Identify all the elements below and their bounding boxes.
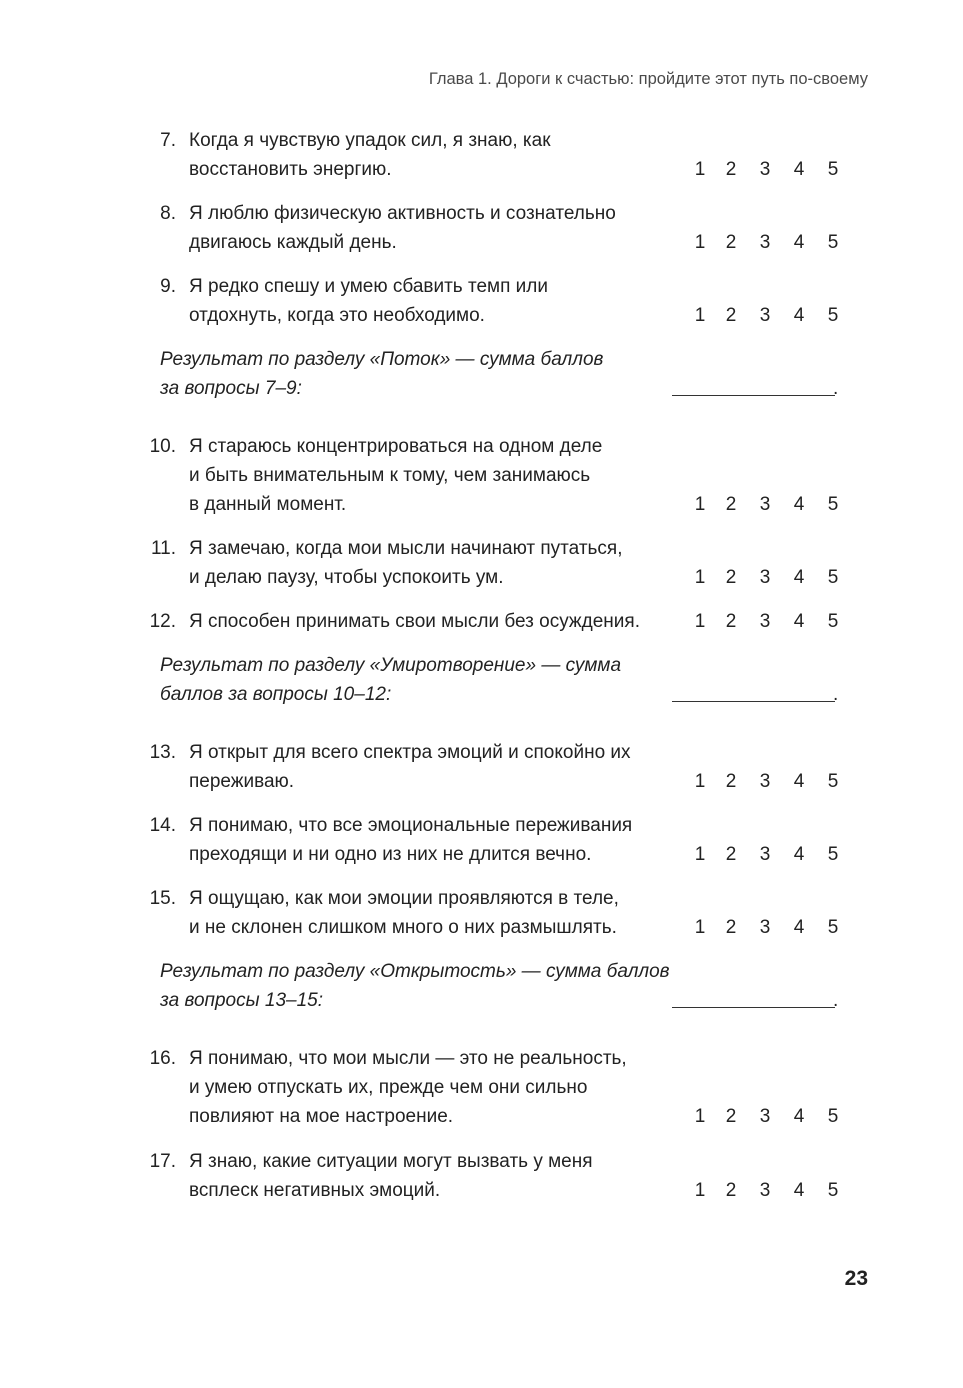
rating-scale <box>690 607 845 636</box>
rating-option[interactable]: 4 <box>793 1106 805 1127</box>
question-text-line: Я ощущаю, как мои эмоции проявляются в теле, <box>189 888 619 909</box>
question-text-line: и делаю паузу, чтобы успокоить ум. <box>189 567 504 588</box>
question-text-line: Я понимаю, что мои мысли — это не реальность, <box>189 1048 627 1069</box>
question-number: 9. <box>160 276 176 297</box>
section-result-line: Результат по разделу «Открытость» — сумма баллов <box>160 961 670 982</box>
rating-option[interactable]: 1 <box>694 844 706 865</box>
rating-option[interactable]: 2 <box>725 494 737 515</box>
rating-option[interactable]: 1 <box>694 232 706 253</box>
question-text <box>189 534 669 592</box>
question-text-line: всплеск негативных эмоций. <box>189 1180 441 1201</box>
section-result-line: баллов за вопросы 10–12: <box>160 684 392 705</box>
rating-option[interactable]: 2 <box>725 771 737 792</box>
rating-option[interactable]: 2 <box>725 567 737 588</box>
rating-option[interactable]: 2 <box>725 159 737 180</box>
question-text-line: переживаю. <box>189 771 295 792</box>
rating-option[interactable]: 3 <box>759 844 771 865</box>
question-number: 17. <box>149 1151 176 1172</box>
question-text-line: преходящи и ни одно из них не длится вечно. <box>189 844 592 865</box>
rating-option[interactable]: 4 <box>793 771 805 792</box>
question-text-line: Я люблю физическую активность и сознательно <box>189 203 616 224</box>
rating-scale <box>690 155 845 184</box>
rating-scale <box>690 767 845 796</box>
page-number: 23 <box>844 1267 868 1290</box>
rating-option[interactable]: 2 <box>725 611 737 632</box>
rating-option[interactable]: 4 <box>793 611 805 632</box>
question-text <box>189 738 669 796</box>
question-text-line: и умею отпускать их, прежде чем они сильно <box>189 1077 588 1098</box>
rating-option[interactable]: 5 <box>827 567 839 588</box>
rating-option[interactable]: 1 <box>694 567 706 588</box>
rating-option[interactable]: 5 <box>827 917 839 938</box>
rating-option[interactable]: 1 <box>694 1106 706 1127</box>
rating-option[interactable]: 3 <box>759 232 771 253</box>
question-text-line: Я замечаю, когда мои мысли начинают путаться, <box>189 538 623 559</box>
rating-option[interactable]: 5 <box>827 1180 839 1201</box>
rating-option[interactable]: 4 <box>793 917 805 938</box>
question-text-line: Я понимаю, что все эмоциональные переживания <box>189 815 633 836</box>
question-number: 14. <box>149 815 176 836</box>
rating-option[interactable]: 4 <box>793 1180 805 1201</box>
rating-scale <box>690 913 845 942</box>
question-text <box>189 199 669 257</box>
rating-option[interactable]: 3 <box>759 917 771 938</box>
question-number: 8. <box>160 203 176 224</box>
rating-option[interactable]: 2 <box>725 1180 737 1201</box>
rating-option[interactable]: 3 <box>759 159 771 180</box>
rating-scale <box>690 490 845 519</box>
rating-option[interactable]: 1 <box>694 494 706 515</box>
rating-option[interactable]: 4 <box>793 494 805 515</box>
rating-option[interactable]: 4 <box>793 232 805 253</box>
section-result-line: за вопросы 13–15: <box>160 990 323 1011</box>
question-text <box>189 607 669 636</box>
question-text <box>189 126 669 184</box>
rating-option[interactable]: 1 <box>694 771 706 792</box>
rating-option[interactable]: 3 <box>759 305 771 326</box>
rating-scale <box>690 1176 845 1205</box>
question-text-line: и быть внимательным к тому, чем занимаюсь <box>189 465 591 486</box>
rating-option[interactable]: 5 <box>827 1106 839 1127</box>
question-text-line: повлияют на мое настроение. <box>189 1106 454 1127</box>
question-text-line: Когда я чувствую упадок сил, я знаю, как <box>189 130 551 151</box>
question-text-line: Я способен принимать свои мысли без осуждения. <box>189 611 640 632</box>
answer-period: . <box>833 378 839 399</box>
rating-option[interactable]: 5 <box>827 305 839 326</box>
rating-option[interactable]: 5 <box>827 611 839 632</box>
question-number: 11. <box>150 538 176 559</box>
section-result-label <box>160 651 660 709</box>
rating-scale <box>690 228 845 257</box>
question-number: 12. <box>149 611 176 632</box>
rating-option[interactable]: 5 <box>827 771 839 792</box>
section-result-label <box>160 345 660 403</box>
running-header: Глава 1. Дороги к счастью: пройдите этот путь по-своему <box>428 70 868 88</box>
question-number: 15. <box>149 888 176 909</box>
rating-option[interactable]: 4 <box>793 159 805 180</box>
question-text-line: и не склонен слишком много о них размышлять. <box>189 917 617 938</box>
section-result-label <box>160 957 670 1015</box>
rating-option[interactable]: 5 <box>827 494 839 515</box>
question-number: 10. <box>149 436 176 457</box>
rating-option[interactable]: 4 <box>793 844 805 865</box>
question-text-line: восстановить энергию. <box>189 159 392 180</box>
question-text <box>189 811 669 869</box>
question-number: 16. <box>149 1048 176 1069</box>
question-text-line: Я стараюсь концентрироваться на одном деле <box>189 436 603 457</box>
question-text-line: Я редко спешу и умею сбавить темп или <box>189 276 548 297</box>
rating-scale <box>690 301 845 330</box>
rating-option[interactable]: 2 <box>725 1106 737 1127</box>
rating-option[interactable]: 2 <box>725 917 737 938</box>
rating-option[interactable]: 1 <box>694 611 706 632</box>
rating-option[interactable]: 1 <box>694 159 706 180</box>
rating-option[interactable]: 2 <box>725 844 737 865</box>
question-text <box>189 1044 669 1131</box>
score-answer-line[interactable] <box>672 701 835 702</box>
rating-option[interactable]: 3 <box>759 494 771 515</box>
question-text-line: Я знаю, какие ситуации могут вызвать у меня <box>189 1151 593 1172</box>
score-answer-line[interactable] <box>672 395 835 396</box>
rating-option[interactable]: 3 <box>759 567 771 588</box>
question-text-line: в данный момент. <box>189 494 347 515</box>
question-text <box>189 432 669 519</box>
section-result-line: Результат по разделу «Поток» — сумма баллов <box>160 349 604 370</box>
rating-option[interactable]: 3 <box>759 1106 771 1127</box>
answer-period: . <box>833 990 839 1011</box>
section-result-line: за вопросы 7–9: <box>160 378 302 399</box>
question-number: 7. <box>160 130 176 151</box>
rating-option[interactable]: 3 <box>759 1180 771 1201</box>
rating-option[interactable]: 1 <box>694 1180 706 1201</box>
rating-option[interactable]: 4 <box>793 567 805 588</box>
rating-option[interactable]: 5 <box>827 844 839 865</box>
score-answer-line[interactable] <box>672 1007 835 1008</box>
question-text-line: отдохнуть, когда это необходимо. <box>189 305 485 326</box>
question-text <box>189 272 669 330</box>
rating-option[interactable]: 5 <box>827 232 839 253</box>
rating-option[interactable]: 1 <box>694 305 706 326</box>
rating-option[interactable]: 5 <box>827 159 839 180</box>
rating-scale <box>690 840 845 869</box>
section-result-line: Результат по разделу «Умиротворение» — сумма <box>160 655 622 676</box>
answer-period: . <box>833 684 839 705</box>
rating-option[interactable]: 1 <box>694 917 706 938</box>
rating-scale <box>690 1102 845 1131</box>
question-text-line: Я открыт для всего спектра эмоций и спокойно их <box>189 742 631 763</box>
question-text <box>189 884 669 942</box>
question-text-line: двигаюсь каждый день. <box>189 232 397 253</box>
question-number: 13. <box>149 742 176 763</box>
rating-option[interactable]: 2 <box>725 305 737 326</box>
rating-option[interactable]: 4 <box>793 305 805 326</box>
rating-option[interactable]: 3 <box>759 771 771 792</box>
question-text <box>189 1147 669 1205</box>
rating-option[interactable]: 2 <box>725 232 737 253</box>
rating-scale <box>690 563 845 592</box>
rating-option[interactable]: 3 <box>759 611 771 632</box>
